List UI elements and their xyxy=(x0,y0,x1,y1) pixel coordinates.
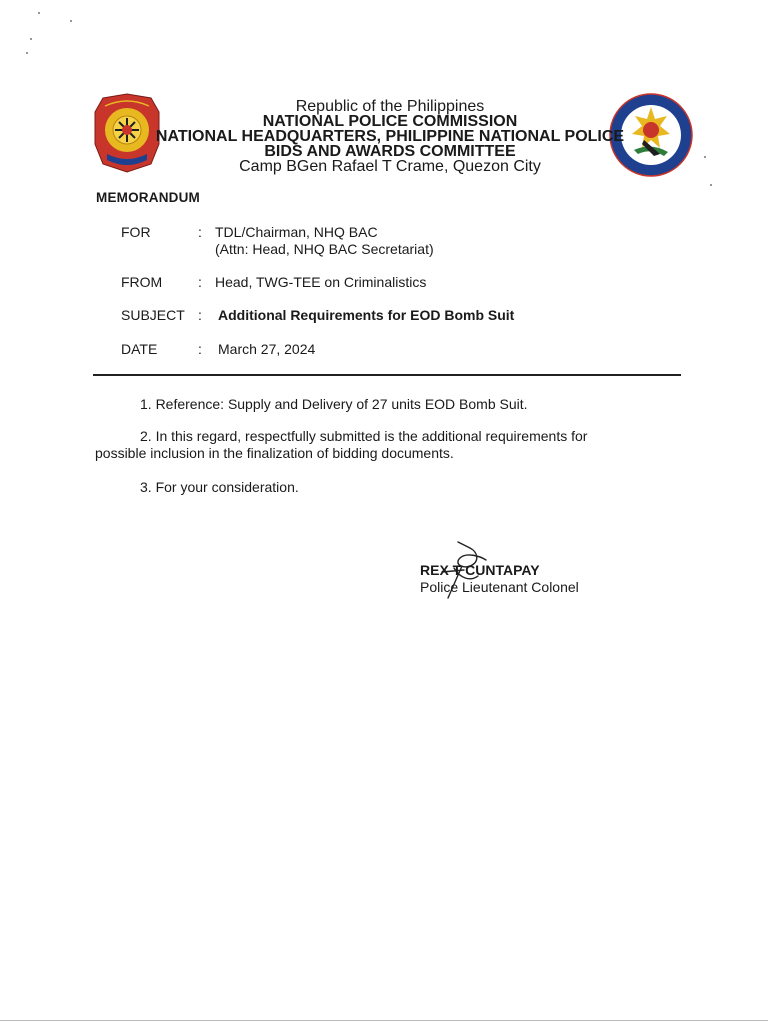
header-commission: NATIONAL POLICE COMMISSION xyxy=(262,113,518,130)
header-headquarters: NATIONAL HEADQUARTERS, PHILIPPINE NATIONAL POLICE xyxy=(155,128,625,145)
paragraph-2-line-1: 2. In this regard, respectfully submitted is the additional requirements for xyxy=(140,428,588,444)
from-value: Head, TWG-TEE on Criminalistics xyxy=(215,274,427,290)
paragraph-1: 1. Reference: Supply and Delivery of 27 units EOD Bomb Suit. xyxy=(140,396,528,412)
header-divider xyxy=(93,374,681,376)
subject-value: Additional Requirements for EOD Bomb Suit xyxy=(218,307,515,323)
paragraph-2-line-2: possible inclusion in the finalization of bidding documents. xyxy=(95,445,454,461)
subject-label: SUBJECT xyxy=(121,307,185,323)
header-committee: BIDS AND AWARDS COMMITTEE xyxy=(264,143,516,160)
date-value: March 27, 2024 xyxy=(218,341,316,357)
from-label: FROM xyxy=(121,274,163,290)
from-colon: : xyxy=(198,274,202,290)
memorandum-title: MEMORANDUM xyxy=(96,190,200,205)
for-label: FOR xyxy=(121,224,151,240)
for-value-line1: TDL/Chairman, NHQ BAC xyxy=(215,224,378,240)
signatory-name: REX T CUNTAPAY xyxy=(420,562,540,578)
date-label: DATE xyxy=(121,341,158,357)
paragraph-3: 3. For your consideration. xyxy=(140,479,299,495)
date-colon: : xyxy=(198,341,202,357)
signatory-title: Police Lieutenant Colonel xyxy=(420,579,579,595)
header-republic: Republic of the Philippines xyxy=(295,98,485,115)
subject-colon: : xyxy=(198,307,202,323)
for-value-line2: (Attn: Head, NHQ BAC Secretariat) xyxy=(215,241,434,257)
for-colon: : xyxy=(198,224,202,240)
page-bottom-edge xyxy=(0,1020,768,1021)
header-address: Camp BGen Rafael T Crame, Quezon City xyxy=(239,158,541,175)
